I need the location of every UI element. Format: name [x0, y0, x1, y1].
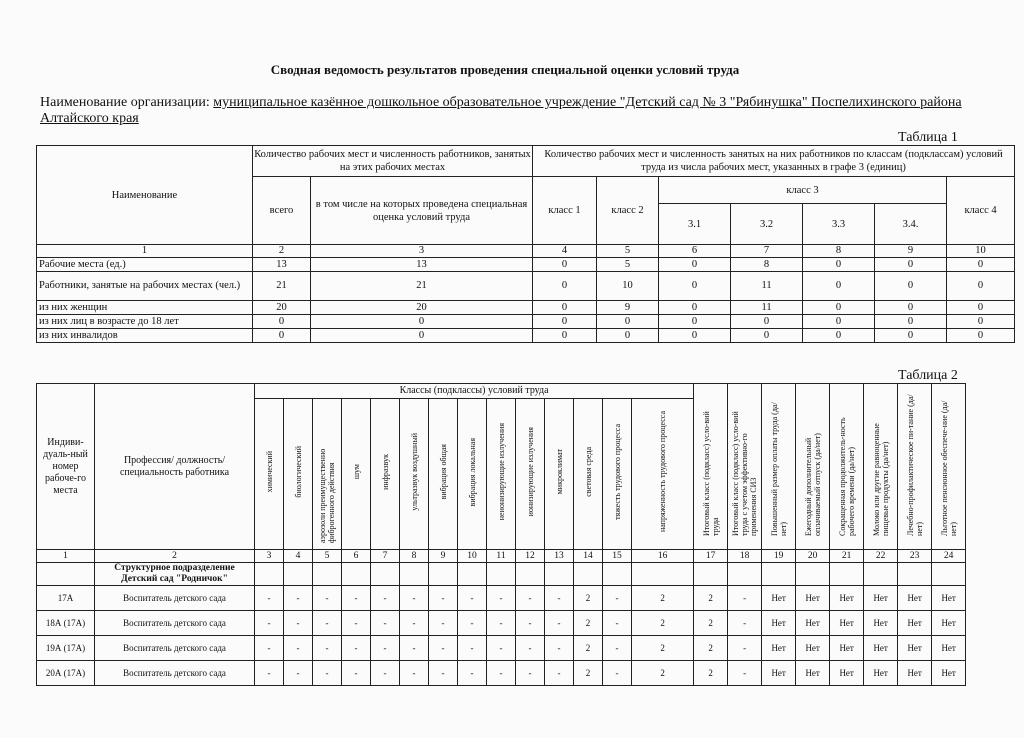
t2-cell: Нет	[898, 611, 932, 636]
t2-column-number: 14	[574, 550, 603, 563]
t1-cell: 0	[803, 272, 875, 301]
t2-cell: -	[342, 611, 371, 636]
t2-header-final-class: Итоговый класс (подкласс) усло-вий труда	[694, 384, 728, 550]
t2-cell: 2	[574, 611, 603, 636]
t1-row	[37, 315, 1015, 329]
t2-cell: -	[603, 586, 632, 611]
t2-cell: Нет	[898, 636, 932, 661]
t1-row	[37, 272, 1015, 301]
t1-header-c33: 3.3	[803, 204, 875, 245]
t2-cell: -	[429, 586, 458, 611]
t1-cell: 0	[731, 329, 803, 343]
t2-header-factor: вибрация общая	[429, 399, 458, 550]
t1-column-number: 4	[533, 245, 597, 258]
t2-cell: -	[313, 586, 342, 611]
t1-cell: 11	[731, 272, 803, 301]
t2-cell: -	[487, 586, 516, 611]
t2-cell: 2	[632, 586, 694, 611]
t2-column-number: 18	[728, 550, 762, 563]
t2-column-number: 22	[864, 550, 898, 563]
t1-row-label: из них женщин	[37, 301, 253, 315]
t2-header-factor: микроклимат	[545, 399, 574, 550]
t1-row-label: Работники, занятые на рабочих местах (чел.)	[37, 272, 253, 301]
t1-cell: 13	[311, 258, 533, 272]
t2-cell: 2	[632, 636, 694, 661]
t1-header-c34: 3.4.	[875, 204, 947, 245]
t1-header-assessed: в том числе на которых проведена специальная оценка условий труда	[311, 177, 533, 245]
t1-header-class4: класс 4	[947, 177, 1015, 245]
t1-cell: 0	[659, 329, 731, 343]
t2-header-factor: вибрация локальная	[458, 399, 487, 550]
t1-header-class1: класс 1	[533, 177, 597, 245]
t1-cell: 0	[659, 315, 731, 329]
t1-cell: 20	[311, 301, 533, 315]
t1-cell: 0	[875, 258, 947, 272]
t2-header-factor: ионизирующие излучения	[516, 399, 545, 550]
t2-cell: -	[487, 636, 516, 661]
t2-cell: -	[429, 661, 458, 686]
t2-cell: -	[545, 636, 574, 661]
table1-caption: Таблица 1	[898, 130, 958, 145]
t1-cell: 0	[731, 315, 803, 329]
t2-cell: -	[371, 636, 400, 661]
t2-column-number: 12	[516, 550, 545, 563]
t2-cell: -	[342, 661, 371, 686]
t2-cell: 2	[694, 661, 728, 686]
t2-cell: -	[728, 661, 762, 686]
t2-cell: -	[429, 636, 458, 661]
t2-column-number: 11	[487, 550, 516, 563]
t1-cell: 0	[533, 301, 597, 315]
t1-cell: 0	[803, 315, 875, 329]
t2-cell: -	[400, 611, 429, 636]
t2-header-extra-3: Молоко или другие равноценные пищевые продукты (да/нет)	[864, 384, 898, 550]
t2-cell: -	[284, 636, 313, 661]
t1-column-number: 9	[875, 245, 947, 258]
t2-column-number: 16	[632, 550, 694, 563]
workplace-id: 20А (17А)	[37, 661, 95, 686]
t1-header-workplaces: Количество рабочих мест и численность работников, занятых на этих рабочих местах	[253, 146, 533, 177]
t1-cell: 21	[311, 272, 533, 301]
t2-cell: Нет	[830, 586, 864, 611]
t1-cell: 0	[597, 315, 659, 329]
t2-header-profession: Профессия/ должность/ специальность работника	[95, 384, 255, 550]
t2-row	[37, 586, 966, 611]
t2-cell: -	[487, 661, 516, 686]
t1-column-number: 6	[659, 245, 731, 258]
t1-column-number: 10	[947, 245, 1015, 258]
t2-cell: -	[400, 586, 429, 611]
t2-cell: -	[458, 636, 487, 661]
t2-cell: 2	[694, 636, 728, 661]
t2-header-extra-0: Повышенный размер оплаты труда (да/нет)	[762, 384, 796, 550]
t2-column-number: 1	[37, 550, 95, 563]
t2-cell: -	[313, 661, 342, 686]
t2-cell: -	[603, 611, 632, 636]
t1-cell: 0	[253, 315, 311, 329]
t1-cell: 0	[311, 329, 533, 343]
t2-cell: 2	[574, 636, 603, 661]
t2-cell: 2	[694, 611, 728, 636]
t2-column-number: 8	[400, 550, 429, 563]
organization-name: муниципальное казённое дошкольное образовательное учреждение "Детский сад № 3 "Рябинушка" Поспелихинского района Алтайского края	[40, 95, 962, 126]
t2-cell: -	[458, 586, 487, 611]
t2-header-factor: напряженность трудового процесса	[632, 399, 694, 550]
t2-header-extra-5: Льготное пенсионное обеспече-ние (да/нет)	[932, 384, 966, 550]
t2-header-id: Индиви-дуаль-ный номер рабоче-го места	[37, 384, 95, 550]
t2-cell: -	[545, 661, 574, 686]
t1-cell: 0	[803, 329, 875, 343]
t2-column-number: 7	[371, 550, 400, 563]
t1-cell: 0	[947, 315, 1015, 329]
t2-cell: Нет	[898, 661, 932, 686]
t2-column-number: 5	[313, 550, 342, 563]
t2-cell: Нет	[762, 636, 796, 661]
t2-cell: -	[313, 611, 342, 636]
t1-header-class3: класс 3	[659, 177, 947, 204]
t1-cell: 0	[875, 329, 947, 343]
t2-cell: -	[313, 636, 342, 661]
t2-cell: -	[371, 586, 400, 611]
t1-header-c31: 3.1	[659, 204, 731, 245]
t2-cell: Нет	[830, 611, 864, 636]
t2-cell: Нет	[898, 586, 932, 611]
t2-cell: Нет	[796, 636, 830, 661]
t2-cell: Нет	[762, 661, 796, 686]
t1-cell: 0	[659, 301, 731, 315]
t2-column-number: 6	[342, 550, 371, 563]
t2-header-extra-1: Ежегодный дополнительный оплачиваемый отпуск (да/нет)	[796, 384, 830, 550]
t2-row	[37, 611, 966, 636]
t2-cell: Нет	[796, 586, 830, 611]
t2-cell: Нет	[796, 611, 830, 636]
t1-column-number: 7	[731, 245, 803, 258]
t2-header-factor: неионизирующие излучения	[487, 399, 516, 550]
t1-cell: 5	[597, 258, 659, 272]
t1-cell: 13	[253, 258, 311, 272]
t2-cell: 2	[632, 661, 694, 686]
t2-header-factor: шум	[342, 399, 371, 550]
workplace-id: 19А (17А)	[37, 636, 95, 661]
t2-column-number: 23	[898, 550, 932, 563]
t1-cell: 21	[253, 272, 311, 301]
t2-cell: Нет	[796, 661, 830, 686]
t1-header-c32: 3.2	[731, 204, 803, 245]
t1-cell: 0	[803, 258, 875, 272]
t2-cell: -	[371, 611, 400, 636]
t1-column-number: 5	[597, 245, 659, 258]
t2-cell: -	[371, 661, 400, 686]
t1-cell: 0	[659, 272, 731, 301]
t2-cell: -	[603, 661, 632, 686]
t2-column-number: 9	[429, 550, 458, 563]
t1-column-number: 3	[311, 245, 533, 258]
t2-cell: -	[284, 611, 313, 636]
t2-cell: -	[603, 636, 632, 661]
t1-column-numbers	[37, 245, 1015, 258]
t2-cell: -	[545, 586, 574, 611]
t1-row-label: из них лиц в возрасте до 18 лет	[37, 315, 253, 329]
t2-header-factor: световая среда	[574, 399, 603, 550]
t2-cell: Нет	[830, 636, 864, 661]
organization-line	[40, 95, 970, 127]
t2-header-extra-4: Лечебно-профилактическое пи-тание (да/нет)	[898, 384, 932, 550]
t2-column-number: 15	[603, 550, 632, 563]
t1-row	[37, 301, 1015, 315]
t2-column-number: 19	[762, 550, 796, 563]
t2-row	[37, 636, 966, 661]
t1-cell: 0	[875, 301, 947, 315]
t1-cell: 0	[875, 272, 947, 301]
summary-table	[36, 145, 1015, 343]
t1-column-number: 8	[803, 245, 875, 258]
t2-cell: Нет	[830, 661, 864, 686]
t1-cell: 0	[533, 329, 597, 343]
t1-cell: 9	[597, 301, 659, 315]
t2-header-factor: аэрозоли преимущественно фиброгенного действия	[313, 399, 342, 550]
t2-cell: -	[516, 661, 545, 686]
t2-header-factor: биологический	[284, 399, 313, 550]
t2-column-number: 24	[932, 550, 966, 563]
t2-header-factor: ультразвук воздушный	[400, 399, 429, 550]
t2-cell: 2	[574, 586, 603, 611]
t2-cell: -	[342, 636, 371, 661]
t2-cell: -	[458, 661, 487, 686]
t1-cell: 0	[311, 315, 533, 329]
t2-cell: -	[516, 636, 545, 661]
t1-cell: 0	[533, 272, 597, 301]
t2-cell: -	[400, 661, 429, 686]
t1-cell: 0	[253, 329, 311, 343]
t1-column-number: 2	[253, 245, 311, 258]
document-title: Сводная ведомость результатов проведения специальной оценки условий труда	[270, 62, 740, 77]
t2-cell: -	[284, 586, 313, 611]
t1-cell: 0	[803, 301, 875, 315]
t2-column-number: 10	[458, 550, 487, 563]
t1-cell: 0	[947, 329, 1015, 343]
t2-cell: Нет	[864, 586, 898, 611]
workplace-id: 17А	[37, 586, 95, 611]
t1-header-total: всего	[253, 177, 311, 245]
profession: Воспитатель детского сада	[95, 611, 255, 636]
t2-header-extra-2: Сокращенная продолжитель-ность рабочего времени (да/нет)	[830, 384, 864, 550]
t2-cell: Нет	[932, 611, 966, 636]
workplace-id: 18А (17А)	[37, 611, 95, 636]
t2-cell: 2	[574, 661, 603, 686]
t1-cell: 20	[253, 301, 311, 315]
workplace-table	[36, 383, 966, 686]
t2-column-number: 4	[284, 550, 313, 563]
t1-cell: 8	[731, 258, 803, 272]
t2-header-factor: тяжесть трудового процесса	[603, 399, 632, 550]
t1-cell: 11	[731, 301, 803, 315]
t2-cell: Нет	[864, 661, 898, 686]
t2-column-number: 3	[255, 550, 284, 563]
t1-column-number: 1	[37, 245, 253, 258]
t2-cell: -	[255, 636, 284, 661]
t1-row-label: Рабочие места (ед.)	[37, 258, 253, 272]
t2-cell: -	[487, 611, 516, 636]
t2-cell: -	[342, 586, 371, 611]
t2-cell: Нет	[864, 636, 898, 661]
t2-cell: Нет	[762, 586, 796, 611]
t1-cell: 0	[875, 315, 947, 329]
t1-cell: 0	[533, 315, 597, 329]
t2-cell: -	[284, 661, 313, 686]
t2-cell: -	[545, 611, 574, 636]
t1-row	[37, 329, 1015, 343]
t1-header-classes: Количество рабочих мест и численность занятых на них работников по классам (подклассам) условий труда из числа рабочих мест, указанных в графе 3 (единиц)	[533, 146, 1015, 177]
t1-header-name: Наименование	[37, 146, 253, 245]
t2-row	[37, 661, 966, 686]
t2-cell: Нет	[864, 611, 898, 636]
t2-column-numbers	[37, 550, 966, 563]
table2-caption: Таблица 2	[898, 368, 958, 383]
t2-cell: -	[728, 611, 762, 636]
t1-cell: 0	[597, 329, 659, 343]
t1-cell: 10	[597, 272, 659, 301]
t2-cell: -	[728, 586, 762, 611]
t2-cell: Нет	[932, 586, 966, 611]
t2-header-classes: Классы (подклассы) условий труда	[255, 384, 694, 399]
t2-cell: -	[516, 586, 545, 611]
t2-column-number: 13	[545, 550, 574, 563]
profession: Воспитатель детского сада	[95, 636, 255, 661]
profession: Воспитатель детского сада	[95, 661, 255, 686]
t2-cell: -	[728, 636, 762, 661]
t1-header-class2: класс 2	[597, 177, 659, 245]
t2-header-final-class-siz: Итоговый класс (подкласс) усло-вий труда с учетом эффективно-го применения СИЗ	[728, 384, 762, 550]
t2-column-number: 20	[796, 550, 830, 563]
department-name: Структурное подразделение Детский сад "Родничок"	[95, 563, 255, 586]
t2-cell: -	[458, 611, 487, 636]
t2-cell: -	[400, 636, 429, 661]
t1-row-label: из них инвалидов	[37, 329, 253, 343]
t1-cell: 0	[533, 258, 597, 272]
t2-column-number: 2	[95, 550, 255, 563]
t2-cell: Нет	[932, 661, 966, 686]
t1-row	[37, 258, 1015, 272]
t2-cell: 2	[632, 611, 694, 636]
t2-cell: -	[255, 586, 284, 611]
t2-column-number: 17	[694, 550, 728, 563]
t1-cell: 0	[947, 258, 1015, 272]
t2-cell: -	[255, 611, 284, 636]
t2-cell: 2	[694, 586, 728, 611]
t2-header-factor: химический	[255, 399, 284, 550]
t2-cell: Нет	[932, 636, 966, 661]
department-row	[37, 563, 966, 586]
organization-label: Наименование организации:	[40, 95, 210, 110]
profession: Воспитатель детского сада	[95, 586, 255, 611]
t2-cell: -	[429, 611, 458, 636]
t2-column-number: 21	[830, 550, 864, 563]
t1-cell: 0	[947, 301, 1015, 315]
t2-cell: -	[516, 611, 545, 636]
t1-cell: 0	[947, 272, 1015, 301]
t2-cell: Нет	[762, 611, 796, 636]
t2-header-factor: инфразвук	[371, 399, 400, 550]
t2-cell: -	[255, 661, 284, 686]
t1-cell: 0	[659, 258, 731, 272]
